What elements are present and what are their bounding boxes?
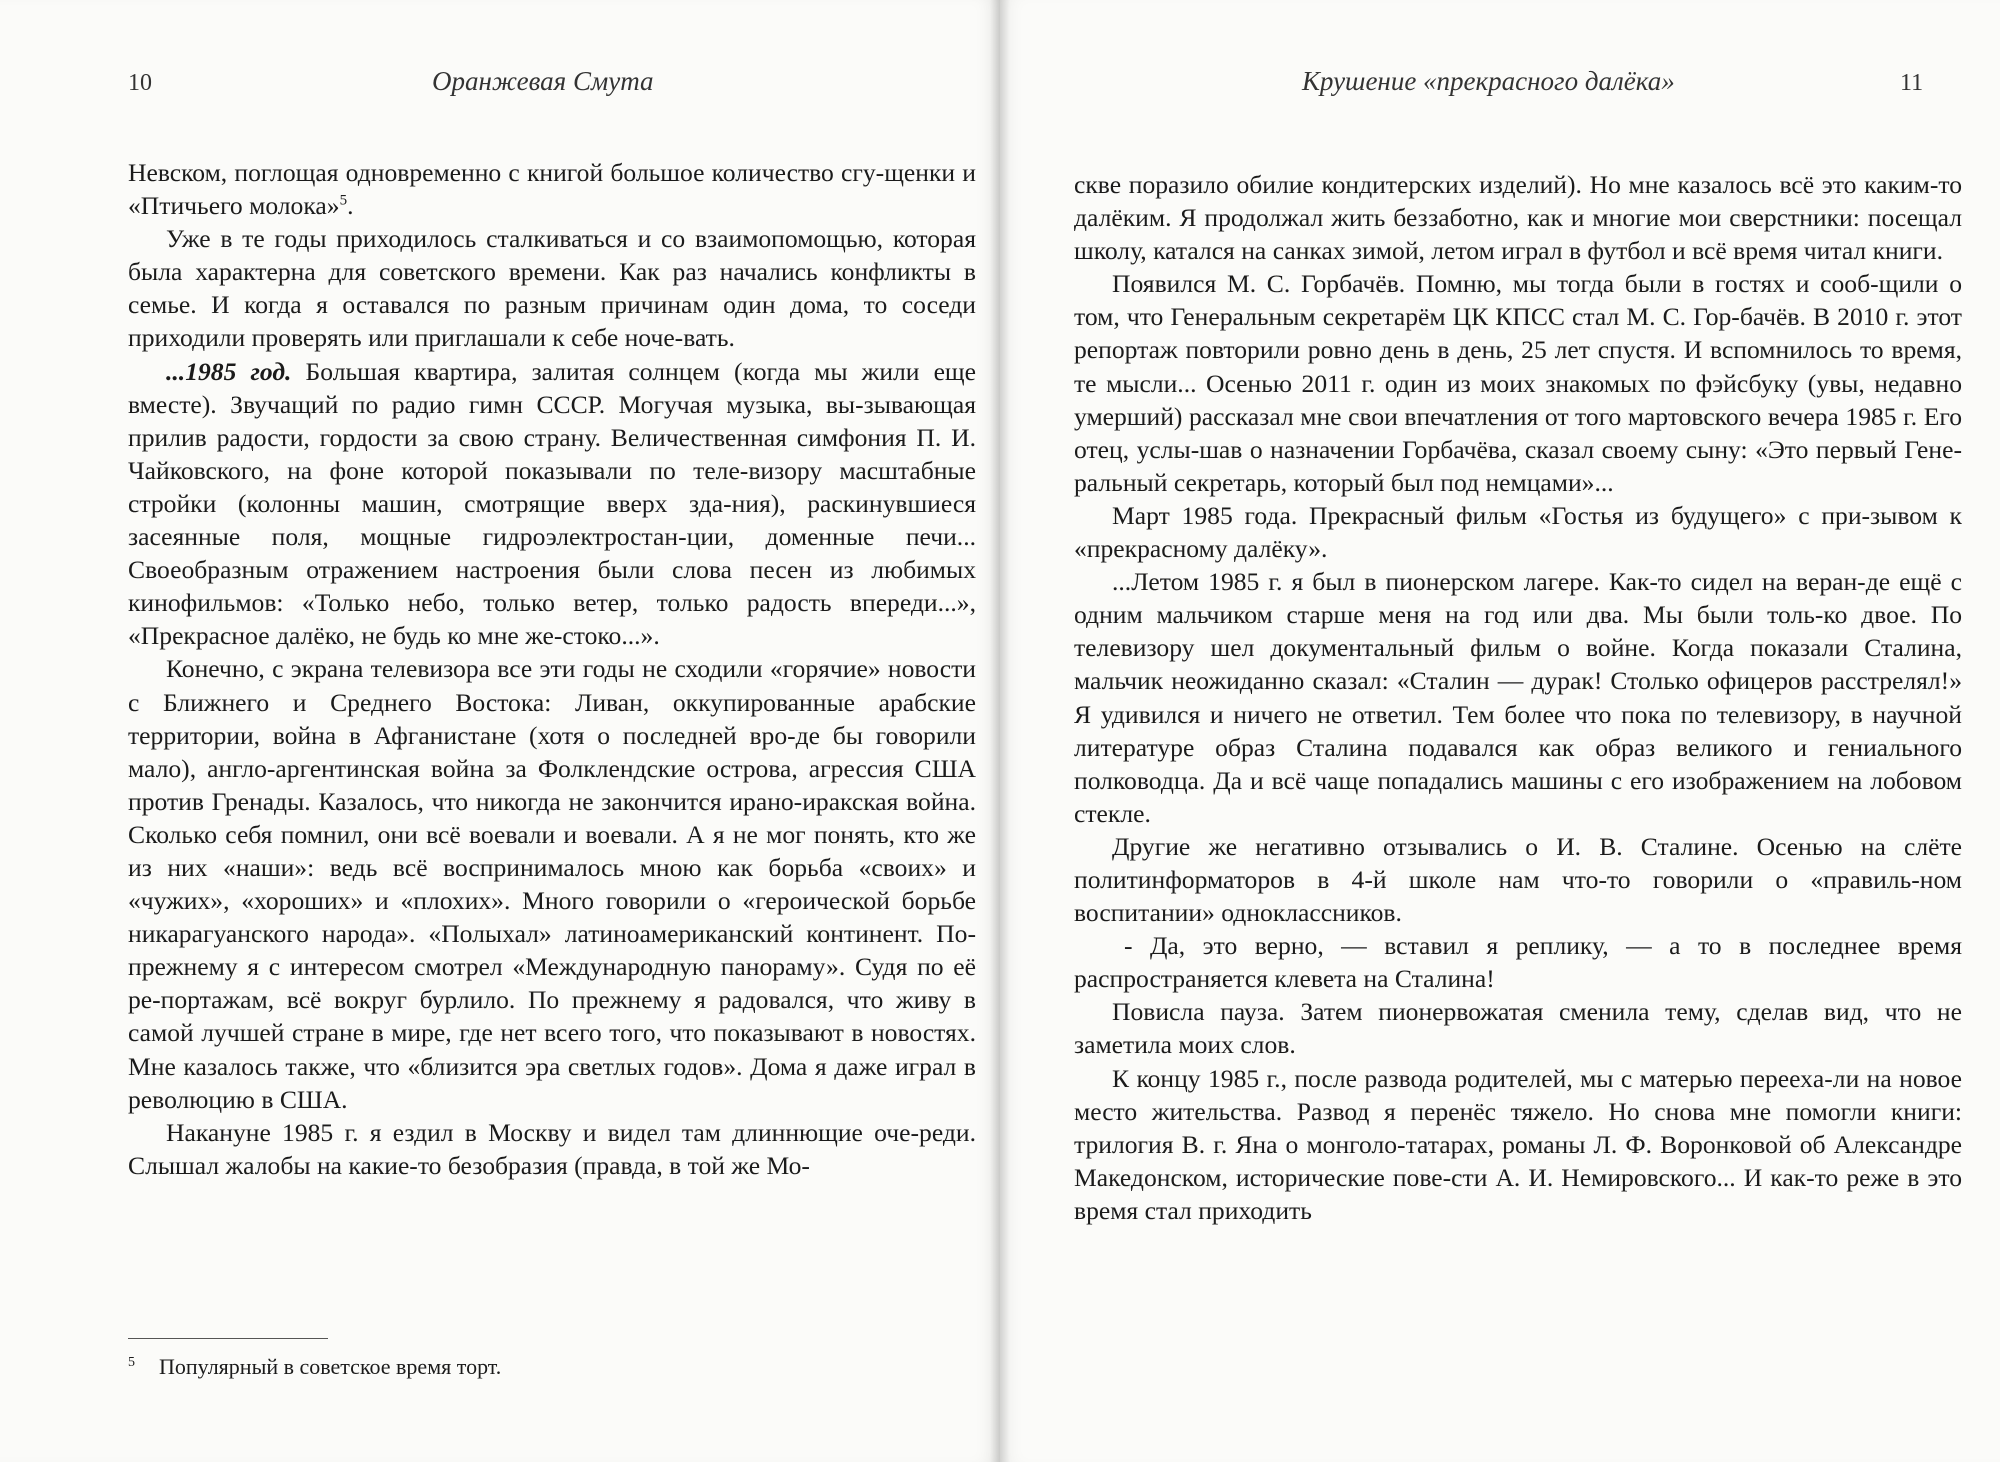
paragraph: ...Летом 1985 г. я был в пионерском лагере. Как-то сидел на веран-де ещё с одним мальчиком старше меня на год или два. Мы были толь-ко двое. По телевизору шел документальный фильм о войне. Когда показали Сталина, мальчик неожиданно сказал: «Сталин — дурак! Столько офицеров расстрелял!» Я удивился и ничего не ответил. Тем более что пока по телевизору, в научной литературе образ Сталина подавался как образ великого и гениального полководца. Да и всё чаще попадались машины с его изображением на лобовом стекле.: [1074, 567, 1962, 828]
book-gutter: [990, 0, 1010, 1462]
paragraph: ...1985 год. Большая квартира, залитая солнцем (когда мы жили еще вместе). Звучащий по радио гимн СССР. Могучая музыка, вы-зывающая прилив радости, гордости за свою страну. Величественная симфония П. И. Чайковского, на фоне которой показывали по теле-визору масштабные стройки (колонны машин, смотрящие вверх зда-ния), раскинувшиеся засеянные поля, мощные гидроэлектростан-ции, доменные печи... Своеобразным отражением настроения были слова песен из любимых кинофильмов: «Только небо, только ветер, только радость впереди...», «Прекрасное далёко, не будь ко мне же-стоко...».: [128, 356, 976, 651]
paragraph: Другие же негативно отзывались о И. В. Сталине. Осенью на слёте политинформаторов в 4-й школе нам что-то говорили о «правиль-ном воспитании» одноклассников.: [1074, 831, 1962, 928]
footnote-text: Популярный в советское время торт.: [159, 1354, 502, 1379]
right-page: [1000, 0, 2000, 1462]
right-body-text: [1074, 168, 1962, 1227]
paragraph: Март 1985 года. Прекрасный фильм «Гостья из будущего» с при-зывом к «прекрасному далёку».: [1074, 500, 1962, 564]
footnote: [128, 1352, 976, 1382]
page-number-left: 10: [128, 70, 152, 96]
paragraph: К концу 1985 г., после развода родителей, мы с матерью переехa-ли на новое место жительства. Развод я перенёс тяжело. Но снова мне помогли книги: трилогия В. г. Яна о монголо-татарах, романы Л. Ф. Воронковой об Александре Македонском, исторические пове-сти А. И. Немировского... И как-то реже в это время стал приходить: [1074, 1063, 1962, 1225]
running-head-right: Крушение «прекрасного далёка»: [1302, 66, 1675, 96]
paragraph: Накануне 1985 г. я ездил в Москву и видел там длиннющие оче-реди. Слышал жалобы на какие-то безобразия (правда, в той же Мо-: [128, 1117, 976, 1180]
running-head-left: Оранжевая Смута: [432, 66, 654, 96]
paragraph: скве поразило обилие кондитерских изделий). Но мне казалось всё это каким-то далёким. Я продолжал жить беззаботно, как и многие мои сверстники: посещал школу, катался на санках зимой, летом играл в футбол и всё время читал книги.: [1074, 170, 1962, 266]
page-number-right: 11: [1900, 70, 1924, 96]
paragraph: Появился М. С. Горбачёв. Помню, мы тогда были в гостях и сооб-щили о том, что Генеральным секретарём ЦК КПСС стал М. С. Гор-бачёв. В 2010 г. этот репортаж повторили ровно день в день, 25 лет спустя. И вспомнилось то время, те мысли... Осенью 2011 г. один из моих знакомых по фэйсбуку (увы, недавно умерший) рассказал мне свои впечатления от того мартовского вечера 1985 г. Его отец, услы-шав о назначении Горбачёва, сказал своему сыну: «Это первый Гене-ральный секретарь, который был под немцами»...: [1074, 269, 1962, 497]
paragraph: Невском, поглощая одновременно с книгой большое количество сгу-щенки и «Птичьего молока»$^5$.: [128, 158, 976, 221]
footnote-ref: 5: [339, 192, 348, 209]
paragraph: Конечно, с экрана телевизора все эти годы не сходили «горячие» новости с Ближнего и Среднего Востока: Ливан, оккупированные арабские территории, война в Афганистане (хотя о последней вро-де бы говорили мало), англо-аргентинская война за Фолклендские острова, агрессия США против Гренады. Казалось, что никогда не закончится ирано-иракская война. Сколько себя помнил, они всё воевали и воевали. А я не мог понять, кто же из них «наши»: ведь всё воспринималось мною как борьба «своих» и «чужих», «хороших» и «плохих». Много говорили о «героической борьбе никарагуанского народа». «Полыхал» латиноамериканский континент. По-прежнему я с интересом смотрел «Международную панораму». Судя по её ре-портажам, всё вокруг бурлило. По прежнему я радовался, что живу в самой лучшей стране в мире, где нет всего того, что показывают в новостях. Мне казалось также, что «близится эра светлых годов». Дома я даже играл в революцию в США.: [128, 654, 976, 1114]
date-lead: ...1985 год.: [166, 356, 292, 386]
paragraph: Уже в те годы приходилось сталкиваться и со взаимопомощью, которая была характерна для советского времени. Как раз начались конфликты в семье. И когда я оставался по разным причинам один дома, то соседи приходили проверять или приглашали к себе ноче-вать.: [128, 224, 976, 353]
dialogue-line: - Да, это верно, — вставил я реплику, — а то в последнее время распространяется клевета на Сталина!: [1074, 931, 1962, 994]
left-body-text: [128, 156, 976, 1182]
footnote-rule: [128, 1338, 328, 1339]
footnote-mark: 5: [128, 1354, 135, 1370]
paragraph: Повисла пауза. Затем пионервожатая сменила тему, сделав вид, что не заметила моих слов.: [1074, 997, 1962, 1060]
